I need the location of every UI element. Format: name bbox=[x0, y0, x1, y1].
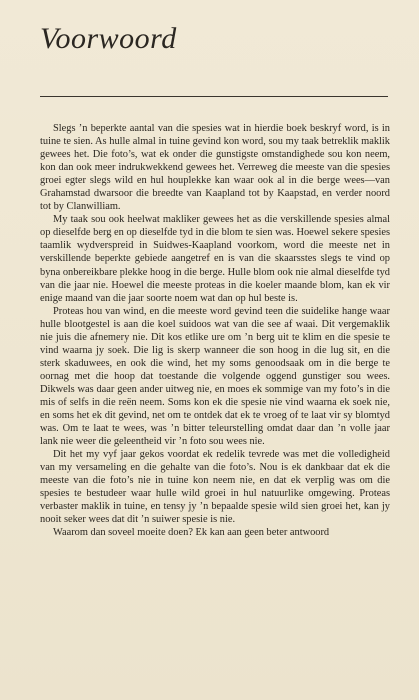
paragraph-1: Slegs ’n beperkte aantal van die spesies wat in hierdie boek beskryf word, is in tuine te sien. As hulle almal in tuine gevind kon word, sou my taak betreklik maklik gewees het. Die foto’s, wat ek onder die gunstigste omstandighede sou kon neem, kon dan ook meer indrukwekkend gewees het. Verreweg die meeste van die spesies groei egter slegs wild en hul houplekke kan waar ook al in die berge wees—van Grahamstad dwarsoor die breedte van Kaapland tot by Kaapstad, en verder noord tot by Clanwilliam. bbox=[40, 123, 390, 213]
paragraph-5: Waarom dan soveel moeite doen? Ek kan aan geen beter antwoord bbox=[53, 527, 330, 539]
paragraph-4: Dit het my vyf jaar gekos voordat ek redelik tevrede was met die volledigheid van my versameling en die gehalte van die foto’s. Nou is ek dankbaar dat ek die meeste van die foto’s nie in tuine kon neem nie, en dat ek verplig was om die spesies te bestudeer waar hulle wild groei in hul natuurlike omgewing. Proteas verbaster maklik in tuine, en tensy jy ’n bepaalde spesie wild sien groei het, kan jy nooit seker wees dat dit ’n suiwer spesie is nie. bbox=[40, 449, 390, 526]
page-title: Voorwoord bbox=[40, 22, 177, 55]
title-rule bbox=[40, 96, 388, 97]
paragraph-2: My taak sou ook heelwat makliker gewees het as die verskillende spesies almal op dieselfde berg en op dieselfde tyd in die blom te sien was. Hoewel sekere spesies taamlik wydverspreid in Suidwes-Kaapland voorkom, word die meeste net in verskillende beperkte gebiede aangetref en is van die skaarsstes slegs te vind op byna onbereikbare plekke hoog in die berge. Hulle blom ook nie almal dieselfde tyd van die jaar nie. Hoewel die meeste proteas in die koeler maande blom, kan ek vir enige maand van die jaar soorte noem wat dan op hul beste is. bbox=[40, 214, 390, 304]
body-text bbox=[40, 122, 390, 540]
paragraph-3: Proteas hou van wind, en die meeste word gevind teen die suidelike hange waar hulle blootgestel is aan die koel suidoos wat van die see af waai. Dit vergemaklik nie juis die afnemery nie. Dit kos etlike ure om ’n berg uit te klim en die spesie te vind waarna jy soek. Die lig is skerp wanneer die son hoog in die lug sit, en die sterk skaduwees, en ook die wind, het my soms genoodsaak om in die berge te oornag met die hoop dat toestande die volgende oggend gunstiger sou wees. Dikwels was daar geen ander uitweg nie, en moes ek sommige van my foto’s in die mis of selfs in die reën neem. Soms kon ek die spesie nie vind waarna ek soek nie, en soms het ek dit gevind, net om te ontdek dat ek te vroeg of te laat vir sy blomtyd was. Om te laat te wees, was ’n bitter teleurstelling omdat daar dan ’n volle jaar lank nie weer die geleentheid vir ’n foto sou wees nie. bbox=[40, 305, 390, 448]
